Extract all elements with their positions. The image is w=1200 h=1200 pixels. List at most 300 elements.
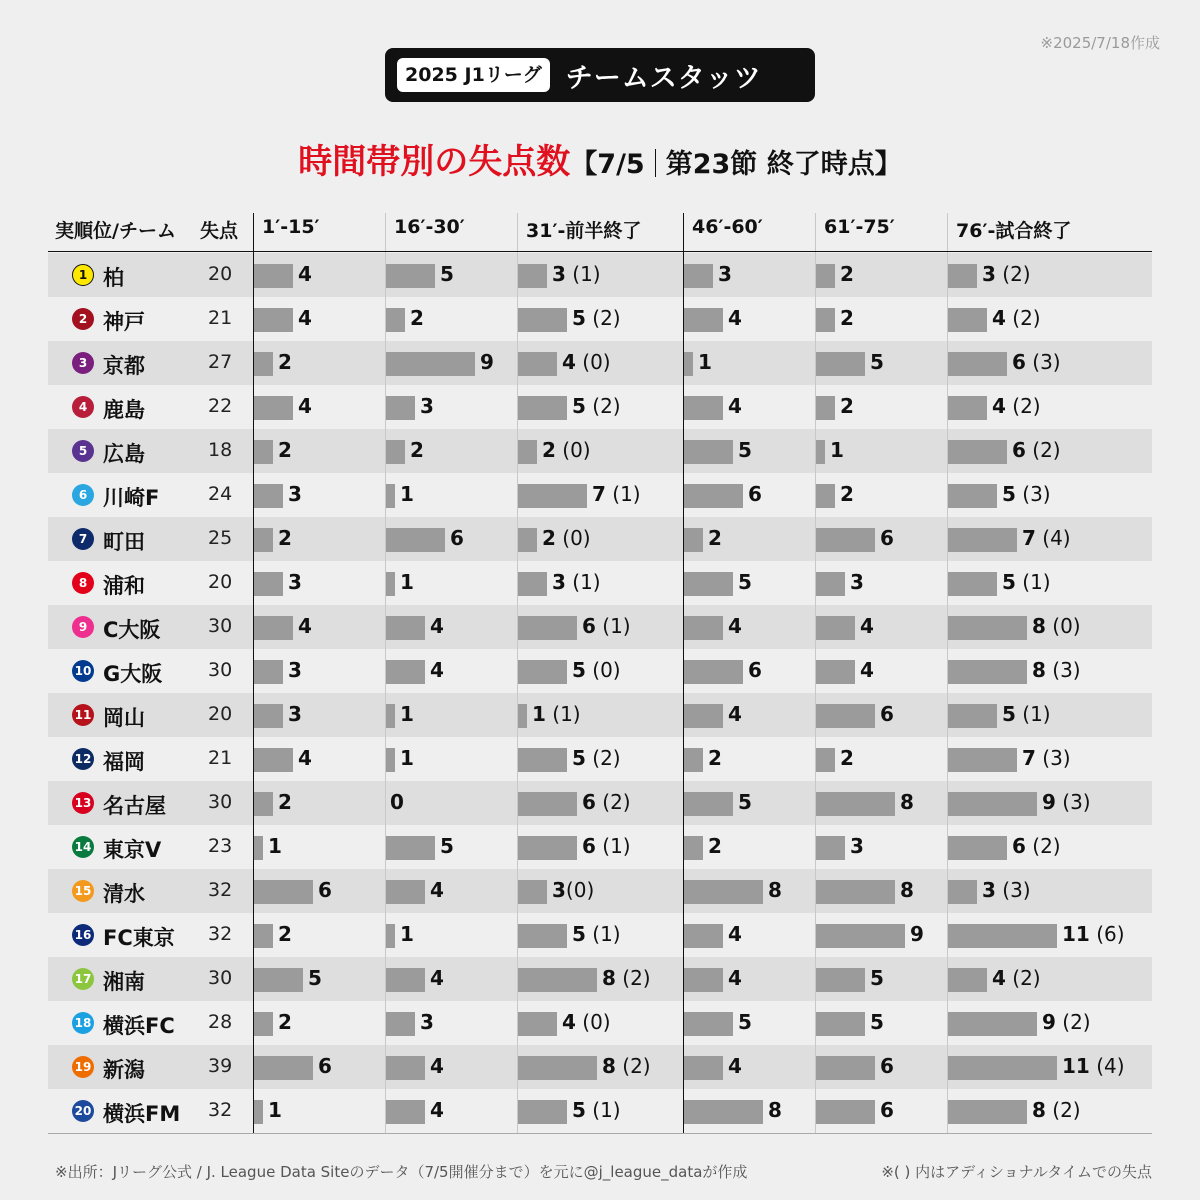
team-row [48, 341, 1152, 385]
value-label-period-2: 4 [430, 966, 444, 990]
bar-period-3 [517, 484, 587, 508]
bar-period-2 [385, 836, 435, 860]
bar-period-2 [385, 440, 405, 464]
value-label-period-3: 6 (2) [582, 790, 631, 814]
team-name: 横浜FM [103, 1102, 181, 1126]
value-label-period-2: 3 [420, 394, 434, 418]
value-label-period-3: 3(0) [552, 878, 595, 902]
bar-period-3 [517, 264, 547, 288]
column-divider [517, 213, 518, 1133]
rank-badge: 11 [72, 704, 94, 726]
goals-against-total: 32 [208, 879, 233, 901]
value-label-period-5: 3 [850, 834, 864, 858]
value-label-period-6: 5 (1) [1002, 702, 1051, 726]
value-label-period-6: 6 (2) [1012, 834, 1061, 858]
team-row [48, 781, 1152, 825]
value-label-period-2: 4 [430, 878, 444, 902]
value-label-period-4: 4 [728, 394, 742, 418]
team-row [48, 913, 1152, 957]
value-label-period-4: 6 [748, 482, 762, 506]
team-name: 鹿島 [103, 398, 145, 422]
team-row [48, 253, 1152, 297]
column-divider [683, 213, 684, 1133]
bar-period-6 [947, 792, 1037, 816]
bar-period-5 [815, 440, 825, 464]
value-label-period-4: 2 [708, 526, 722, 550]
value-label-period-5: 6 [880, 526, 894, 550]
value-label-period-6: 7 (3) [1022, 746, 1071, 770]
bar-period-4 [683, 440, 733, 464]
bar-period-6 [947, 1056, 1057, 1080]
value-label-period-3: 8 (2) [602, 966, 651, 990]
bar-period-4 [683, 1100, 763, 1124]
bar-period-2 [385, 1012, 415, 1036]
value-label-period-5: 6 [880, 702, 894, 726]
bar-period-5 [815, 968, 865, 992]
team-name: 町田 [103, 530, 145, 554]
bar-period-2 [385, 748, 395, 772]
value-label-period-2: 1 [400, 922, 414, 946]
bar-period-5 [815, 572, 845, 596]
bar-period-2 [385, 660, 425, 684]
bar-period-5 [815, 308, 835, 332]
goals-against-total: 24 [208, 483, 233, 505]
bar-period-6 [947, 924, 1057, 948]
bar-period-2 [385, 396, 415, 420]
bar-period-6 [947, 1100, 1027, 1124]
league-label: 2025 J1リーグ [397, 58, 550, 92]
team-name: 広島 [103, 442, 145, 466]
bar-period-2 [385, 968, 425, 992]
category-header-5: 61′-75′ [824, 216, 895, 238]
bar-period-5 [815, 1100, 875, 1124]
team-name: 新潟 [103, 1058, 145, 1082]
goals-against-total: 30 [208, 615, 233, 637]
bar-period-2 [385, 616, 425, 640]
rank-badge: 20 [72, 1100, 94, 1122]
bar-period-1 [253, 440, 273, 464]
value-label-period-6: 11 (4) [1062, 1054, 1125, 1078]
column-divider [815, 213, 816, 1133]
title-separator [655, 149, 656, 177]
bar-period-2 [385, 484, 395, 508]
team-row [48, 473, 1152, 517]
team-row [48, 385, 1152, 429]
bar-period-1 [253, 1100, 263, 1124]
bar-period-4 [683, 352, 693, 376]
header-total: 失点 [200, 220, 239, 242]
bar-period-1 [253, 836, 263, 860]
value-label-period-4: 4 [728, 966, 742, 990]
value-label-period-2: 6 [450, 526, 464, 550]
value-label-period-6: 11 (6) [1062, 922, 1125, 946]
rank-badge: 7 [72, 528, 94, 550]
created-date: ※2025/7/18作成 [1040, 34, 1160, 52]
value-label-period-1: 6 [318, 878, 332, 902]
team-name: 横浜FC [103, 1014, 175, 1038]
value-label-period-4: 3 [718, 262, 732, 286]
team-name: 湘南 [103, 970, 145, 994]
bar-period-3 [517, 1012, 557, 1036]
value-label-period-4: 8 [768, 1098, 782, 1122]
value-label-period-1: 2 [278, 922, 292, 946]
value-label-period-5: 8 [900, 878, 914, 902]
bar-period-1 [253, 352, 273, 376]
bar-period-3 [517, 748, 567, 772]
bar-period-6 [947, 660, 1027, 684]
rank-badge: 10 [72, 660, 94, 682]
category-header-1: 1′-15′ [262, 216, 320, 238]
column-divider [385, 213, 386, 1133]
rank-badge: 5 [72, 440, 94, 462]
bar-period-5 [815, 1012, 865, 1036]
value-label-period-1: 4 [298, 394, 312, 418]
value-label-period-1: 3 [288, 702, 302, 726]
value-label-period-1: 4 [298, 306, 312, 330]
value-label-period-4: 2 [708, 834, 722, 858]
category-header-3: 31′-前半終了 [526, 220, 642, 242]
bar-period-4 [683, 396, 723, 420]
bar-period-6 [947, 616, 1027, 640]
value-label-period-2: 5 [440, 262, 454, 286]
value-label-period-5: 5 [870, 966, 884, 990]
rank-badge: 3 [72, 352, 94, 374]
bar-period-5 [815, 396, 835, 420]
value-label-period-4: 1 [698, 350, 712, 374]
bar-period-4 [683, 792, 733, 816]
value-label-period-3: 6 (1) [582, 614, 631, 638]
bar-period-4 [683, 836, 703, 860]
value-label-period-4: 4 [728, 306, 742, 330]
goals-against-total: 32 [208, 923, 233, 945]
value-label-period-2: 4 [430, 1098, 444, 1122]
bar-period-6 [947, 528, 1017, 552]
value-label-period-1: 2 [278, 1010, 292, 1034]
header-rule [48, 251, 1152, 252]
bar-period-3 [517, 308, 567, 332]
team-name: C大阪 [103, 618, 161, 642]
bar-period-3 [517, 616, 577, 640]
value-label-period-2: 0 [390, 790, 404, 814]
goals-against-total: 23 [208, 835, 233, 857]
bar-period-5 [815, 836, 845, 860]
goals-against-total: 28 [208, 1011, 233, 1033]
value-label-period-5: 5 [870, 350, 884, 374]
value-label-period-5: 4 [860, 614, 874, 638]
goals-against-total: 25 [208, 527, 233, 549]
value-label-period-3: 2 (0) [542, 526, 591, 550]
rank-badge: 15 [72, 880, 94, 902]
team-row [48, 693, 1152, 737]
bar-period-4 [683, 484, 743, 508]
value-label-period-6: 3 (3) [982, 878, 1031, 902]
value-label-period-4: 8 [768, 878, 782, 902]
value-label-period-3: 5 (2) [572, 746, 621, 770]
team-row [48, 297, 1152, 341]
team-row [48, 605, 1152, 649]
badge-label: チームスタッツ [565, 62, 762, 94]
value-label-period-5: 6 [880, 1098, 894, 1122]
value-label-period-6: 4 (2) [992, 966, 1041, 990]
value-label-period-4: 4 [728, 614, 742, 638]
bar-period-5 [815, 924, 905, 948]
value-label-period-1: 6 [318, 1054, 332, 1078]
goals-against-total: 22 [208, 395, 233, 417]
bar-period-6 [947, 704, 997, 728]
value-label-period-6: 4 (2) [992, 306, 1041, 330]
bar-period-2 [385, 308, 405, 332]
bar-period-1 [253, 484, 283, 508]
value-label-period-5: 2 [840, 482, 854, 506]
value-label-period-2: 1 [400, 702, 414, 726]
bar-period-1 [253, 748, 293, 772]
bar-period-2 [385, 924, 395, 948]
goals-against-total: 30 [208, 967, 233, 989]
bar-period-3 [517, 924, 567, 948]
value-label-period-4: 5 [738, 790, 752, 814]
header-team: 実順位/チーム [55, 220, 176, 242]
value-label-period-1: 2 [278, 790, 292, 814]
team-row [48, 957, 1152, 1001]
bar-period-1 [253, 308, 293, 332]
value-label-period-2: 4 [430, 658, 444, 682]
team-name: 柏 [103, 266, 124, 290]
bar-period-4 [683, 968, 723, 992]
goals-against-total: 21 [208, 747, 233, 769]
value-label-period-6: 8 (3) [1032, 658, 1081, 682]
goals-against-total: 30 [208, 659, 233, 681]
value-label-period-1: 4 [298, 746, 312, 770]
bar-period-3 [517, 528, 537, 552]
bar-period-5 [815, 528, 875, 552]
rank-badge: 4 [72, 396, 94, 418]
value-label-period-4: 4 [728, 922, 742, 946]
value-label-period-1: 2 [278, 526, 292, 550]
bar-period-4 [683, 704, 723, 728]
bar-period-2 [385, 1100, 425, 1124]
team-name: 東京V [103, 838, 162, 862]
bar-period-2 [385, 264, 435, 288]
value-label-period-2: 1 [400, 482, 414, 506]
value-label-period-2: 1 [400, 746, 414, 770]
bar-period-6 [947, 264, 977, 288]
value-label-period-3: 2 (0) [542, 438, 591, 462]
rank-badge: 1 [72, 264, 94, 286]
bar-period-6 [947, 748, 1017, 772]
bar-period-1 [253, 660, 283, 684]
value-label-period-3: 5 (2) [572, 306, 621, 330]
value-label-period-6: 9 (3) [1042, 790, 1091, 814]
bar-period-5 [815, 792, 895, 816]
bar-period-6 [947, 484, 997, 508]
bar-period-4 [683, 924, 723, 948]
bar-period-2 [385, 572, 395, 596]
team-name: 名古屋 [103, 794, 166, 818]
value-label-period-5: 5 [870, 1010, 884, 1034]
value-label-period-1: 1 [268, 1098, 282, 1122]
team-row [48, 1045, 1152, 1089]
bar-period-4 [683, 308, 723, 332]
bar-period-2 [385, 352, 475, 376]
value-label-period-2: 2 [410, 438, 424, 462]
team-name: FC東京 [103, 926, 175, 950]
value-label-period-1: 3 [288, 658, 302, 682]
rank-badge: 6 [72, 484, 94, 506]
goals-against-total: 30 [208, 791, 233, 813]
team-name: 岡山 [103, 706, 145, 730]
value-label-period-4: 5 [738, 1010, 752, 1034]
bar-period-4 [683, 1056, 723, 1080]
value-label-period-3: 3 (1) [552, 570, 601, 594]
title-main: 時間帯別の失点数 [298, 142, 571, 182]
bar-period-6 [947, 1012, 1037, 1036]
value-label-period-5: 2 [840, 394, 854, 418]
bar-period-5 [815, 264, 835, 288]
rank-badge: 18 [72, 1012, 94, 1034]
value-label-period-3: 1 (1) [532, 702, 581, 726]
value-label-period-5: 8 [900, 790, 914, 814]
bar-period-3 [517, 396, 567, 420]
bar-period-1 [253, 792, 273, 816]
goals-against-total: 20 [208, 703, 233, 725]
team-row [48, 1001, 1152, 1045]
bar-period-5 [815, 616, 855, 640]
bar-period-4 [683, 660, 743, 684]
rank-badge: 9 [72, 616, 94, 638]
value-label-period-5: 6 [880, 1054, 894, 1078]
bar-period-1 [253, 704, 283, 728]
value-label-period-1: 1 [268, 834, 282, 858]
bar-period-4 [683, 528, 703, 552]
value-label-period-3: 5 (1) [572, 1098, 621, 1122]
bar-period-3 [517, 572, 547, 596]
value-label-period-6: 8 (2) [1032, 1098, 1081, 1122]
team-row [48, 429, 1152, 473]
bar-period-1 [253, 572, 283, 596]
bar-period-6 [947, 836, 1007, 860]
team-row [48, 561, 1152, 605]
value-label-period-4: 5 [738, 438, 752, 462]
value-label-period-1: 3 [288, 570, 302, 594]
value-label-period-2: 4 [430, 614, 444, 638]
value-label-period-1: 3 [288, 482, 302, 506]
value-label-period-5: 1 [830, 438, 844, 462]
bar-period-6 [947, 572, 997, 596]
value-label-period-5: 2 [840, 746, 854, 770]
category-header-6: 76′-試合終了 [956, 220, 1072, 242]
goals-against-total: 21 [208, 307, 233, 329]
bar-period-1 [253, 616, 293, 640]
team-row [48, 825, 1152, 869]
value-label-period-5: 4 [860, 658, 874, 682]
value-label-period-3: 5 (1) [572, 922, 621, 946]
bar-period-3 [517, 1056, 597, 1080]
value-label-period-4: 4 [728, 702, 742, 726]
title-round: 第23節 終了時点】 [665, 149, 902, 180]
goals-against-total: 20 [208, 571, 233, 593]
goals-against-total: 39 [208, 1055, 233, 1077]
bar-period-1 [253, 1012, 273, 1036]
value-label-period-6: 8 (0) [1032, 614, 1081, 638]
team-name: 清水 [103, 882, 145, 906]
value-label-period-3: 8 (2) [602, 1054, 651, 1078]
rank-badge: 16 [72, 924, 94, 946]
value-label-period-2: 1 [400, 570, 414, 594]
bar-period-2 [385, 1056, 425, 1080]
value-label-period-2: 3 [420, 1010, 434, 1034]
bar-period-4 [683, 880, 763, 904]
bar-period-3 [517, 704, 527, 728]
title-date: 【7/5 [570, 149, 645, 180]
team-name: 神戸 [103, 310, 145, 334]
bar-period-5 [815, 484, 835, 508]
bar-period-4 [683, 264, 713, 288]
team-row [48, 1089, 1152, 1133]
bar-period-6 [947, 880, 977, 904]
column-divider [253, 213, 254, 1133]
team-row [48, 649, 1152, 693]
rank-badge: 19 [72, 1056, 94, 1078]
bar-period-3 [517, 792, 577, 816]
value-label-period-6: 9 (2) [1042, 1010, 1091, 1034]
bar-period-1 [253, 528, 273, 552]
value-label-period-3: 4 (0) [562, 350, 611, 374]
value-label-period-2: 4 [430, 1054, 444, 1078]
bar-period-3 [517, 440, 537, 464]
value-label-period-1: 2 [278, 438, 292, 462]
rank-badge: 12 [72, 748, 94, 770]
category-header-2: 16′-30′ [394, 216, 465, 238]
value-label-period-1: 4 [298, 262, 312, 286]
bar-period-6 [947, 440, 1007, 464]
value-label-period-6: 3 (2) [982, 262, 1031, 286]
value-label-period-2: 2 [410, 306, 424, 330]
value-label-period-3: 3 (1) [552, 262, 601, 286]
bar-period-2 [385, 880, 425, 904]
bar-period-1 [253, 880, 313, 904]
value-label-period-6: 6 (2) [1012, 438, 1061, 462]
value-label-period-5: 2 [840, 306, 854, 330]
team-row [48, 517, 1152, 561]
bar-period-4 [683, 1012, 733, 1036]
value-label-period-4: 2 [708, 746, 722, 770]
bar-period-2 [385, 528, 445, 552]
value-label-period-2: 5 [440, 834, 454, 858]
rank-badge: 2 [72, 308, 94, 330]
rank-badge: 17 [72, 968, 94, 990]
team-name: 京都 [103, 354, 145, 378]
bar-period-5 [815, 352, 865, 376]
bar-period-6 [947, 308, 987, 332]
bar-period-1 [253, 1056, 313, 1080]
team-row [48, 737, 1152, 781]
value-label-period-4: 4 [728, 1054, 742, 1078]
value-label-period-6: 7 (4) [1022, 526, 1071, 550]
rank-badge: 13 [72, 792, 94, 814]
bar-period-1 [253, 968, 303, 992]
team-name: G大阪 [103, 662, 163, 686]
value-label-period-5: 2 [840, 262, 854, 286]
bar-period-5 [815, 660, 855, 684]
value-label-period-5: 3 [850, 570, 864, 594]
team-row [48, 869, 1152, 913]
bar-period-3 [517, 880, 547, 904]
goals-against-total: 20 [208, 263, 233, 285]
value-label-period-3: 7 (1) [592, 482, 641, 506]
column-divider [947, 213, 948, 1133]
bar-period-3 [517, 660, 567, 684]
footer-source: ※出所：Jリーグ公式 / J. League Data Siteのデータ（7/5開催分まで）を元に@j_league_dataが作成 [55, 1163, 748, 1181]
